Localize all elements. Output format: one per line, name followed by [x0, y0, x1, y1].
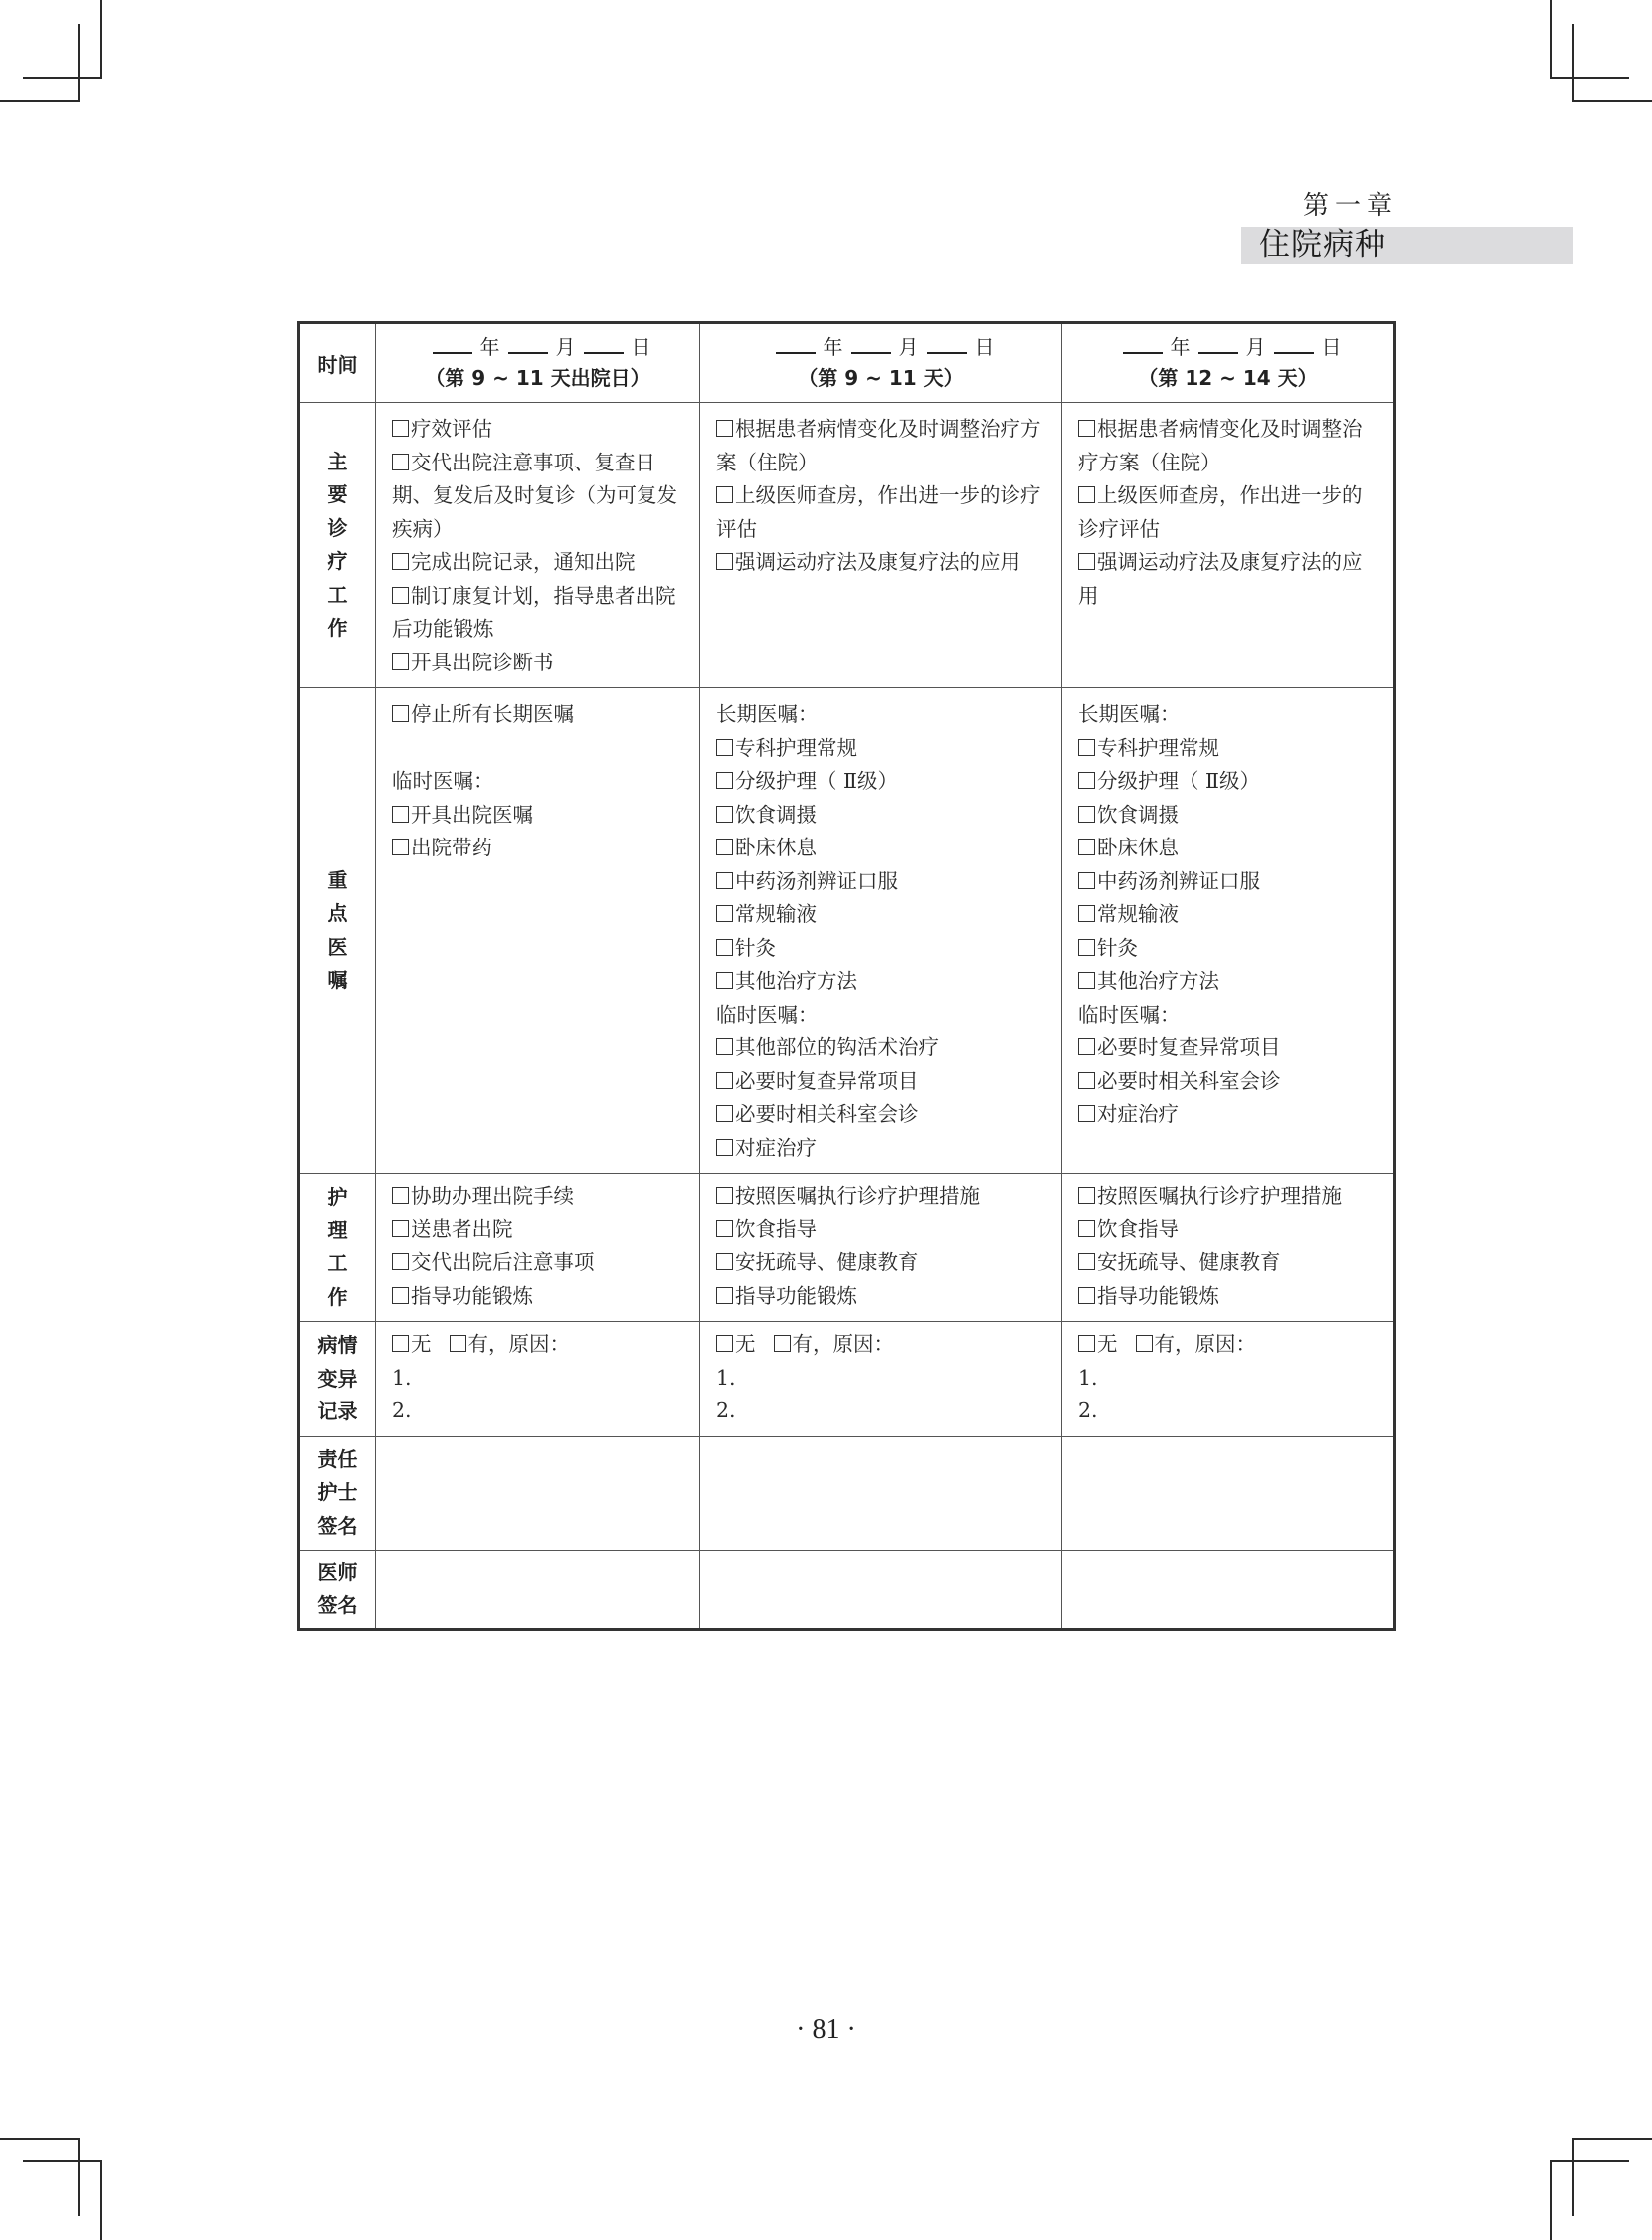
checkbox-icon — [716, 1139, 733, 1156]
checkbox-icon — [392, 454, 409, 470]
checklist-item[interactable]: 饮食指导 — [1078, 1213, 1379, 1247]
chapter-heading: 第一章 — [1303, 191, 1399, 221]
year-blank[interactable] — [433, 334, 472, 354]
key-orders-row — [299, 688, 1395, 1174]
checkbox-icon — [716, 839, 733, 855]
checkbox-icon — [716, 772, 733, 789]
variance-yes-option[interactable]: 有，原因： — [774, 1332, 895, 1356]
checkbox-icon — [392, 653, 409, 670]
checkbox-icon — [716, 1072, 733, 1089]
variance-row — [299, 1322, 1395, 1437]
variance-col2 — [700, 1322, 1062, 1437]
checkbox-icon — [1078, 939, 1095, 956]
checklist-item[interactable]: 出院带药 — [392, 832, 685, 865]
checklist-item[interactable]: 常规输液 — [1078, 898, 1379, 932]
checklist-item[interactable]: 按照医嘱执行诊疗护理措施 — [1078, 1180, 1379, 1213]
variance-none-option[interactable]: 无 — [1078, 1332, 1118, 1356]
long-term-orders-label: 长期医嘱： — [1078, 702, 1181, 726]
main-work-label: 主要诊疗工作 — [299, 403, 376, 688]
checklist-item[interactable]: 卧床休息 — [716, 832, 1047, 865]
doctor-signature-field-col2[interactable] — [700, 1550, 1062, 1629]
main-work-col2 — [700, 403, 1062, 688]
checklist-item[interactable]: 必要时复查异常项目 — [1078, 1031, 1379, 1065]
checkbox-icon — [1078, 1220, 1095, 1237]
checklist-item[interactable]: 停止所有长期医嘱 — [392, 698, 685, 732]
checklist-item[interactable]: 上级医师查房，作出进一步的诊疗评估 — [716, 483, 1041, 541]
checkbox-icon — [716, 1105, 733, 1122]
checkbox-icon — [1078, 872, 1095, 889]
variance-label: 病情变异记录 — [299, 1322, 376, 1437]
checklist-item[interactable]: 按照医嘱执行诊疗护理措施 — [716, 1180, 1047, 1213]
checklist-item[interactable]: 指导功能锻炼 — [1078, 1280, 1379, 1314]
checklist-item[interactable]: 指导功能锻炼 — [392, 1280, 685, 1314]
checkbox-icon — [774, 1335, 791, 1352]
section-title: 住院病种 — [1259, 227, 1386, 263]
checklist-item[interactable]: 对症治疗 — [716, 1132, 1047, 1166]
nursing-col2 — [700, 1174, 1062, 1322]
variance-reason-1[interactable]: 1. — [392, 1365, 412, 1390]
date-header-col1: 年 月 日 （第 9 ~ 11 天出院日） — [376, 323, 700, 403]
day-blank[interactable] — [927, 334, 967, 354]
key-orders-col3 — [1062, 688, 1395, 1174]
checkbox-icon — [392, 420, 409, 437]
checkbox-icon — [392, 1335, 409, 1352]
checklist-item[interactable]: 其他治疗方法 — [1078, 965, 1379, 999]
checkbox-icon — [716, 420, 733, 437]
checkbox-icon — [392, 553, 409, 570]
checkbox-icon — [716, 1220, 733, 1237]
checkbox-icon — [716, 1187, 733, 1204]
checklist-item[interactable]: 安抚疏导、健康教育 — [1078, 1246, 1379, 1280]
checkbox-icon — [1078, 772, 1095, 789]
checkbox-icon — [716, 872, 733, 889]
checkbox-icon — [1078, 1072, 1095, 1089]
day-blank[interactable] — [584, 334, 624, 354]
temporary-orders-label: 临时医嘱： — [1078, 1002, 1181, 1027]
variance-reason-2[interactable]: 2. — [716, 1399, 736, 1422]
checklist-item[interactable]: 上级医师查房，作出进一步的诊疗评估 — [1078, 483, 1363, 541]
month-blank[interactable] — [1198, 334, 1238, 354]
checkbox-icon — [392, 1220, 409, 1237]
checkbox-icon — [392, 806, 409, 823]
checklist-item[interactable]: 饮食调摄 — [1078, 799, 1379, 833]
checkbox-icon — [1078, 1287, 1095, 1304]
checklist-item[interactable]: 交代出院后注意事项 — [392, 1246, 685, 1280]
page-number: · 81 · — [796, 2014, 856, 2045]
main-work-col3 — [1062, 403, 1395, 688]
checklist-item[interactable]: 指导功能锻炼 — [716, 1280, 1047, 1314]
checklist-item[interactable]: 根据患者病情变化及时调整治疗方案（住院） — [1078, 417, 1363, 474]
checkbox-icon — [1078, 553, 1095, 570]
variance-yes-option[interactable]: 有，原因： — [1136, 1332, 1257, 1356]
checkbox-icon — [392, 839, 409, 855]
nursing-col3 — [1062, 1174, 1395, 1322]
date-header-col3: 年 月 日 （第 12 ~ 14 天） — [1062, 323, 1395, 403]
month-blank[interactable] — [508, 334, 548, 354]
checkbox-icon — [392, 705, 409, 722]
checkbox-icon — [716, 486, 733, 503]
checkbox-icon — [392, 1187, 409, 1204]
checklist-item[interactable]: 常规输液 — [716, 898, 1047, 932]
checklist-item[interactable]: 中药汤剂辨证口服 — [716, 865, 1047, 899]
key-orders-label: 重点医嘱 — [299, 688, 376, 1174]
variance-reason-1[interactable]: 1. — [1078, 1365, 1098, 1390]
checkbox-icon — [1078, 1038, 1095, 1055]
variance-reason-1[interactable]: 1. — [716, 1365, 736, 1390]
day-range-label: （第 12 ~ 14 天） — [1138, 366, 1318, 390]
checkbox-icon — [716, 1335, 733, 1352]
main-work-row — [299, 403, 1395, 688]
checkbox-icon — [392, 1253, 409, 1270]
nurse-signature-field-col1[interactable] — [376, 1436, 700, 1550]
checklist-item[interactable]: 根据患者病情变化及时调整治疗方案（住院） — [716, 417, 1041, 474]
checkbox-icon — [1078, 1187, 1095, 1204]
variance-none-option[interactable]: 无 — [716, 1332, 756, 1356]
checklist-item[interactable]: 开具出院医嘱 — [392, 799, 685, 833]
checklist-item[interactable]: 必要时相关科室会诊 — [716, 1098, 1047, 1132]
checklist-item[interactable]: 分级护理（ Ⅱ级） — [716, 765, 1047, 799]
nurse-signature-field-col2[interactable] — [700, 1436, 1062, 1550]
nursing-row — [299, 1174, 1395, 1322]
nurse-signature-field-col3[interactable] — [1062, 1436, 1395, 1550]
long-term-orders-label: 长期医嘱： — [716, 702, 819, 726]
checkbox-icon — [716, 972, 733, 989]
checklist-item[interactable]: 对症治疗 — [1078, 1098, 1379, 1132]
checklist-item[interactable]: 针灸 — [1078, 932, 1379, 966]
checklist-item[interactable]: 安抚疏导、健康教育 — [716, 1246, 1047, 1280]
checklist-item[interactable]: 强调运动疗法及康复疗法的应用 — [1078, 550, 1363, 608]
checkbox-icon — [1078, 1335, 1095, 1352]
checkbox-icon — [1078, 905, 1095, 922]
checkbox-icon — [1078, 1105, 1095, 1122]
checklist-item[interactable]: 饮食指导 — [716, 1213, 1047, 1247]
temporary-orders-label: 临时医嘱： — [716, 1002, 819, 1027]
doctor-signature-field-col3[interactable] — [1062, 1550, 1395, 1629]
checklist-item[interactable]: 针灸 — [716, 932, 1047, 966]
checklist-item[interactable]: 交代出院注意事项、复查日期、复发后及时复诊（为可复发疾病） — [392, 450, 677, 541]
clinical-pathway-table — [297, 321, 1396, 1631]
checkbox-icon — [1078, 806, 1095, 823]
time-label: 时间 — [299, 323, 376, 403]
doctor-signature-row — [299, 1550, 1395, 1629]
checkbox-icon — [716, 1253, 733, 1270]
checklist-item[interactable]: 送患者出院 — [392, 1213, 685, 1247]
variance-col3 — [1062, 1322, 1395, 1437]
temporary-orders-label: 临时医嘱： — [392, 769, 494, 793]
day-range-label: （第 9 ~ 11 天） — [798, 366, 964, 390]
nurse-signature-label: 责任护士签名 — [299, 1436, 376, 1550]
checkbox-icon — [716, 939, 733, 956]
nurse-signature-row — [299, 1436, 1395, 1550]
variance-reason-2[interactable]: 2. — [1078, 1399, 1098, 1422]
date-header-col2: 年 月 日 （第 9 ~ 11 天） — [700, 323, 1062, 403]
key-orders-col2 — [700, 688, 1062, 1174]
checklist-item[interactable]: 制订康复计划，指导患者出院后功能锻炼 — [392, 583, 676, 641]
checkbox-icon — [1078, 972, 1095, 989]
year-blank[interactable] — [776, 334, 816, 354]
time-row — [299, 323, 1395, 403]
checklist-item[interactable]: 专科护理常规 — [1078, 732, 1379, 766]
nursing-col1 — [376, 1174, 700, 1322]
main-work-col1 — [376, 403, 700, 688]
key-orders-col1 — [376, 688, 700, 1174]
checkbox-icon — [716, 905, 733, 922]
nursing-label: 护理工作 — [299, 1174, 376, 1322]
checkbox-icon — [1078, 839, 1095, 855]
checklist-item[interactable]: 疗效评估 — [392, 413, 685, 447]
checklist-item[interactable]: 开具出院诊断书 — [392, 647, 685, 680]
checklist-item[interactable]: 饮食调摄 — [716, 799, 1047, 833]
checklist-item[interactable]: 必要时相关科室会诊 — [1078, 1065, 1379, 1099]
checklist-item[interactable]: 专科护理常规 — [716, 732, 1047, 766]
day-blank[interactable] — [1274, 334, 1314, 354]
doctor-signature-label: 医师签名 — [299, 1550, 376, 1629]
checkbox-icon — [716, 553, 733, 570]
variance-reason-2[interactable]: 2. — [392, 1399, 412, 1422]
checklist-item[interactable]: 卧床休息 — [1078, 832, 1379, 865]
checklist-item[interactable]: 必要时复查异常项目 — [716, 1065, 1047, 1099]
checkbox-icon — [1136, 1335, 1153, 1352]
checkbox-icon — [392, 587, 409, 604]
checkbox-icon — [1078, 486, 1095, 503]
variance-yes-option[interactable]: 有，原因： — [450, 1332, 571, 1356]
checkbox-icon — [716, 806, 733, 823]
checkbox-icon — [1078, 739, 1095, 756]
month-blank[interactable] — [851, 334, 891, 354]
day-range-label: （第 9 ~ 11 天出院日） — [425, 366, 650, 390]
variance-none-option[interactable]: 无 — [392, 1332, 432, 1356]
checkbox-icon — [716, 1287, 733, 1304]
checklist-item[interactable]: 完成出院记录，通知出院 — [392, 546, 685, 580]
section-banner — [1241, 227, 1573, 264]
doctor-signature-field-col1[interactable] — [376, 1550, 700, 1629]
checkbox-icon — [392, 1287, 409, 1304]
checkbox-icon — [716, 739, 733, 756]
checklist-item[interactable]: 强调运动疗法及康复疗法的应用 — [716, 546, 1047, 580]
checklist-item[interactable]: 分级护理（ Ⅱ级） — [1078, 765, 1379, 799]
checklist-item[interactable]: 中药汤剂辨证口服 — [1078, 865, 1379, 899]
checkbox-icon — [716, 1038, 733, 1055]
variance-col1 — [376, 1322, 700, 1437]
checkbox-icon — [450, 1335, 466, 1352]
year-blank[interactable] — [1123, 334, 1163, 354]
checkbox-icon — [1078, 420, 1095, 437]
checklist-item[interactable]: 其他部位的钩活术治疗 — [716, 1031, 1047, 1065]
checklist-item[interactable]: 协助办理出院手续 — [392, 1180, 685, 1213]
checkbox-icon — [1078, 1253, 1095, 1270]
checklist-item[interactable]: 其他治疗方法 — [716, 965, 1047, 999]
